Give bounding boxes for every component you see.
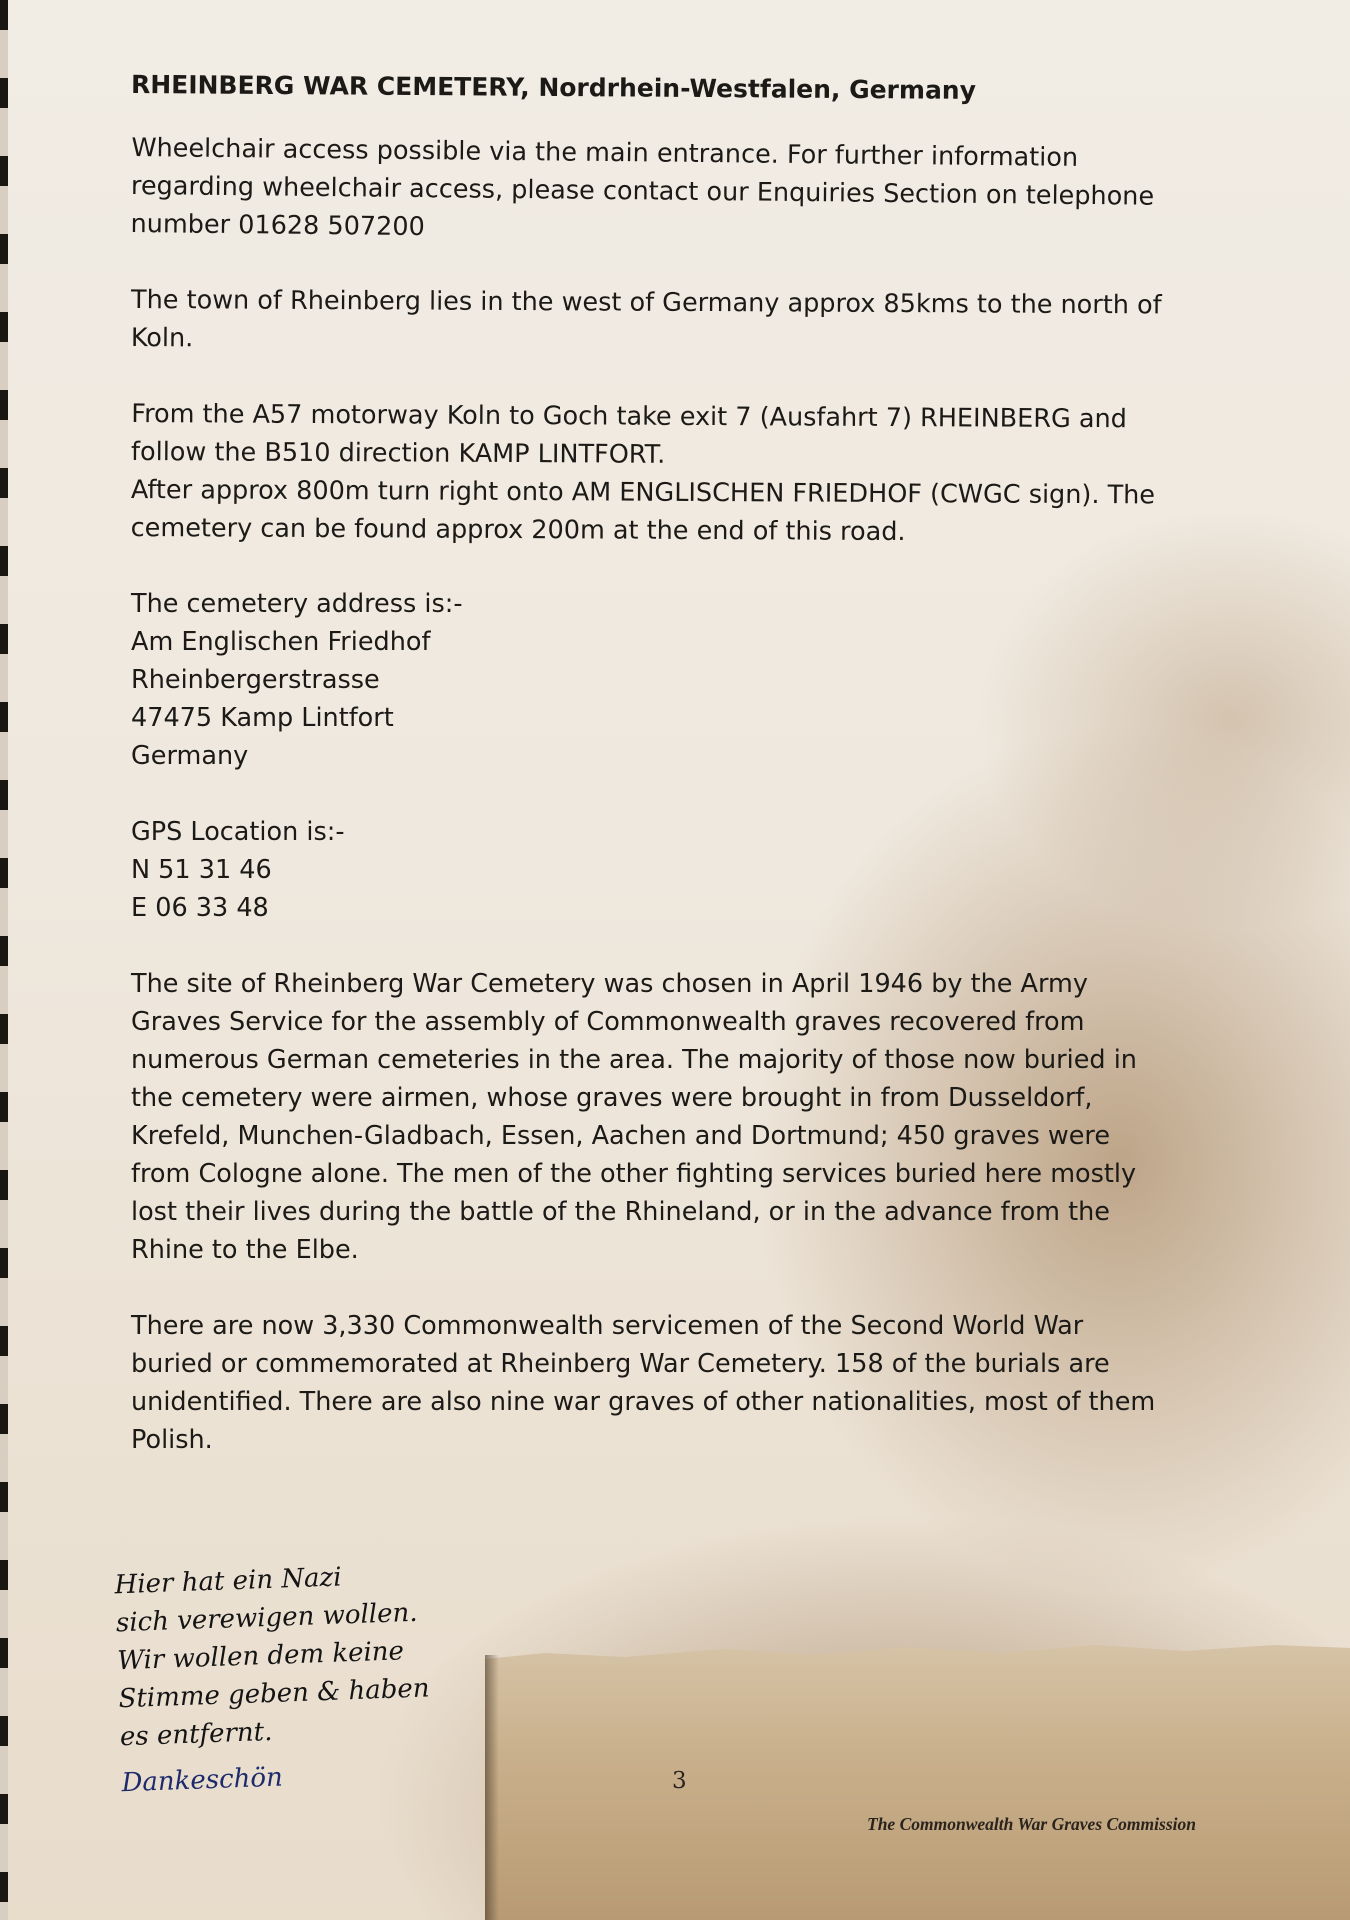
paragraph-line: cemetery can be found approx 200m at the end of this road. [130, 512, 906, 548]
address-line: Rheinbergerstrasse [131, 665, 380, 695]
spiral-binding [0, 0, 8, 1920]
gps-line: E 06 33 48 [131, 893, 269, 923]
gps-line: N 51 31 46 [131, 855, 272, 885]
paragraph-line: Graves Service for the assembly of Commonwealth graves recovered from [131, 1007, 1085, 1037]
address-line: The cemetery address is:- [131, 589, 463, 619]
paragraph-line: from Cologne alone. The men of the other fighting services buried here mostly [131, 1159, 1137, 1189]
handwritten-note [114, 1554, 482, 1802]
torn-paper-area [485, 1645, 1350, 1920]
address-line: 47475 Kamp Lintfort [131, 703, 394, 733]
address-line: Am Englischen Friedhof [131, 627, 431, 657]
burials-paragraph [131, 1307, 1211, 1459]
document-title: RHEINBERG WAR CEMETERY, Nordrhein-Westfalen, Germany [130, 70, 977, 105]
handwritten-line: Wir wollen dem keine [116, 1636, 405, 1677]
footer-publisher: The Commonwealth War Graves Commission [867, 1814, 1196, 1834]
paragraph-line: the cemetery were airmen, whose graves were brought in from Dusseldorf, [131, 1083, 1093, 1113]
handwritten-thanks: Dankeschön [121, 1762, 284, 1799]
paragraph-line: The site of Rheinberg War Cemetery was chosen in April 1946 by the Army [131, 969, 1088, 999]
document-body [131, 70, 1211, 1497]
paragraph-line: number 01628 507200 [130, 208, 425, 243]
paragraph-line: The town of Rheinberg lies in the west of Germany approx 85kms to the north of [131, 285, 1162, 321]
gps-block [131, 813, 1211, 927]
handwritten-line: Stimme geben & haben [118, 1673, 431, 1715]
paragraph-line: lost their lives during the battle of the Rhineland, or in the advance from the [131, 1197, 1110, 1227]
paragraph-line: Koln. [130, 322, 194, 354]
location-paragraph [131, 281, 1211, 363]
paragraph-line: Polish. [131, 1425, 213, 1455]
paragraph-line: Krefeld, Munchen-Gladbach, Essen, Aachen and Dortmund; 450 graves were [131, 1121, 1111, 1151]
paragraph-line: There are now 3,330 Commonwealth servicemen of the Second World War [131, 1311, 1084, 1341]
history-paragraph [131, 965, 1211, 1269]
handwritten-line: sich verewigen wollen. [115, 1597, 418, 1639]
page-number: 3 [672, 1768, 687, 1794]
paragraph-line: From the A57 motorway Koln to Goch take exit 7 (Ausfahrt 7) RHEINBERG and [131, 399, 1127, 435]
access-paragraph [130, 129, 1211, 254]
paragraph-line: follow the B510 direction KAMP LINTFORT. [131, 437, 666, 470]
paragraph-line: numerous German cemeteries in the area. The majority of those now buried in [131, 1045, 1137, 1075]
directions-paragraph [131, 395, 1212, 553]
paragraph-line: After approx 800m turn right onto AM ENGLISCHEN FRIEDHOF (CWGC sign). The [130, 474, 1156, 511]
paragraph-line: regarding wheelchair access, please contact our Enquiries Section on telephone [130, 171, 1155, 212]
handwritten-line: es entfernt. [119, 1716, 273, 1753]
gps-line: GPS Location is:- [131, 817, 345, 847]
paragraph-line: buried or commemorated at Rheinberg War Cemetery. 158 of the burials are [131, 1349, 1110, 1379]
address-line: Germany [131, 741, 249, 771]
paragraph-line: unidentified. There are also nine war graves of other nationalities, most of them [131, 1387, 1156, 1417]
paragraph-line: Rhine to the Elbe. [131, 1235, 359, 1265]
handwritten-line: Hier hat ein Nazi [114, 1562, 343, 1601]
tear-shadow [485, 1655, 499, 1920]
address-block [131, 585, 1211, 775]
paragraph-line: Wheelchair access possible via the main entrance. For further information [131, 133, 1079, 173]
